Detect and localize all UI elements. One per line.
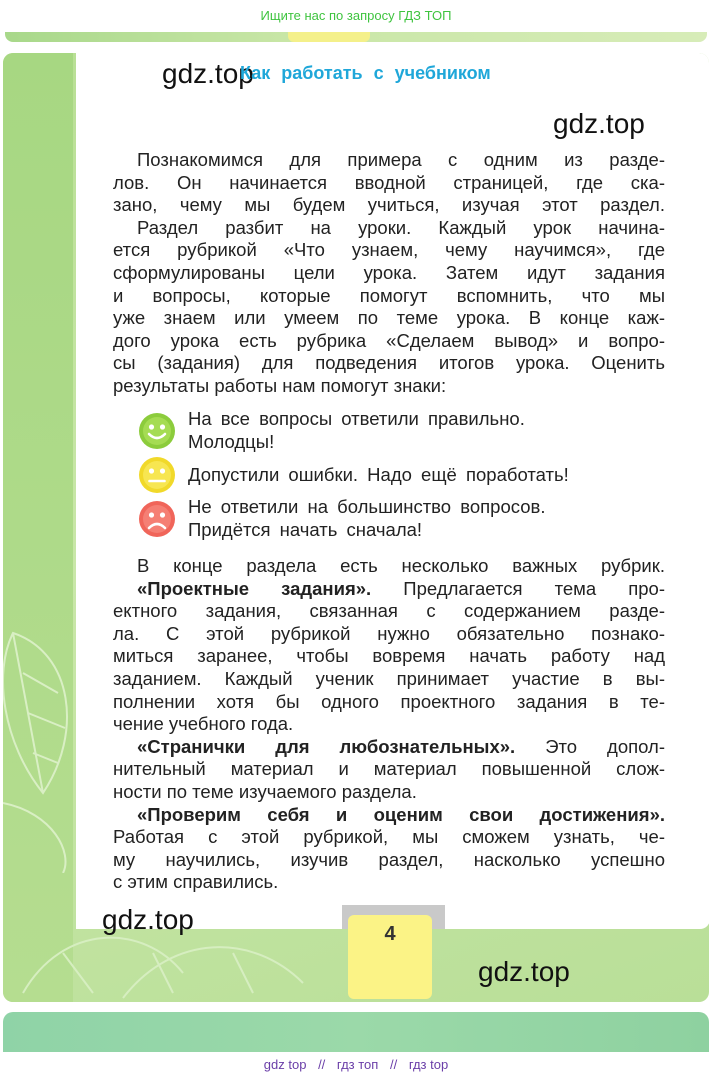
watermark: gdz.top bbox=[478, 956, 570, 987]
text-line: заданием. Каждый ученик принимает участие в вы- bbox=[113, 667, 665, 689]
footer-links bbox=[0, 1052, 712, 1082]
text-line bbox=[113, 804, 665, 827]
text-line bbox=[113, 736, 665, 759]
legend-text-neutral bbox=[188, 464, 569, 487]
smiley-neutral-icon bbox=[138, 456, 176, 494]
text-line: миться заранее, чтобы вовремя начать работу над bbox=[113, 645, 665, 667]
text-fragment: Предлагается тема про- bbox=[371, 577, 665, 599]
previous-page-number-tab bbox=[288, 32, 370, 42]
text-line: полнении хотя бы одного проектного задания в те- bbox=[113, 690, 665, 712]
watermark: gdz.top bbox=[162, 58, 254, 89]
text-line: сы (задания) для подведения итогов урока. Оценить bbox=[113, 352, 665, 374]
text-line bbox=[113, 578, 665, 601]
text-line: Познакомимся для примера с одним из разде- bbox=[137, 149, 665, 170]
text-line: чение учебного года. bbox=[113, 713, 294, 735]
text-line: Работая с этой рубрикой, мы сможем узнать, че- bbox=[113, 826, 665, 848]
smiley-happy-icon bbox=[138, 412, 176, 450]
footer-separator: // bbox=[389, 1057, 398, 1072]
text-line: лов. Он начинается вводной страницей, где ска- bbox=[113, 171, 665, 193]
legend-line: Не ответили на большинство вопросов. bbox=[188, 496, 546, 517]
previous-page-edge bbox=[5, 32, 707, 42]
smiley-sad-icon bbox=[138, 500, 176, 538]
text-fragment: Это допол- bbox=[515, 735, 665, 757]
footer-separator: // bbox=[318, 1057, 326, 1072]
next-page-edge bbox=[3, 1012, 709, 1052]
rubric-title-projects: «Проектные задания». bbox=[137, 577, 372, 599]
intro-paragraph bbox=[113, 149, 665, 398]
legend-line: На все вопросы ответили правильно. bbox=[188, 408, 525, 429]
text-line: В конце раздела есть несколько важных рубрик. bbox=[137, 555, 665, 576]
text-line: ектного задания, связанная с содержанием разде- bbox=[113, 600, 665, 622]
text-line: уже знаем или умеем по теме урока. В конце каж- bbox=[113, 307, 665, 329]
watermark: gdz.top bbox=[553, 108, 645, 139]
text-line: зано, чему мы будем учиться, изучая этот раздел. bbox=[113, 194, 665, 216]
text-line: му научились, изучив раздел, насколько успешно bbox=[113, 848, 665, 870]
text-line: с этим справились. bbox=[113, 871, 279, 893]
text-line: дого урока есть рубрика «Сделаем вывод» и вопро- bbox=[113, 329, 665, 351]
legend-text-happy bbox=[188, 408, 525, 453]
footer-link[interactable]: гдз топ bbox=[336, 1057, 379, 1072]
text-line: и вопросы, которые помогут вспомнить, что мы bbox=[113, 284, 665, 306]
page-number: 4 bbox=[384, 923, 396, 945]
text-line: ется рубрикой «Что узнаем, чему научимся», где bbox=[113, 239, 665, 261]
legend-line: Допустили ошибки. Надо ещё поработать! bbox=[188, 464, 569, 485]
watermark: gdz.top bbox=[102, 904, 194, 935]
text-line: результаты работы нам помогут знаки: bbox=[113, 374, 447, 396]
legend-line: Придётся начать сначала! bbox=[188, 518, 423, 540]
text-line: сформулированы цели урока. Затем идут задания bbox=[113, 261, 665, 283]
top-banner[interactable]: Ищите нас по запросу ГДЗ ТОП bbox=[260, 8, 452, 23]
footer-link[interactable]: gdz top bbox=[263, 1057, 307, 1072]
text-line: Раздел разбит на уроки. Каждый урок начина- bbox=[137, 216, 665, 238]
text-line: нительный материал и материал повышенной слож- bbox=[113, 758, 665, 780]
text-line: ла. С этой рубрикой нужно обязательно познако- bbox=[113, 622, 665, 644]
rubric-title-check: «Проверим себя и оценим свои достижения». bbox=[137, 803, 665, 825]
rubric-title-curious: «Странички для любознательных». bbox=[137, 735, 516, 757]
text-line: ности по теме изучаемого раздела. bbox=[113, 780, 417, 802]
rubrics-paragraph bbox=[113, 555, 665, 894]
legend-text-sad bbox=[188, 496, 545, 541]
section-heading: Как работать с учебником bbox=[240, 63, 491, 83]
footer-link[interactable]: гдз top bbox=[408, 1057, 449, 1072]
legend-line: Молодцы! bbox=[188, 430, 275, 452]
